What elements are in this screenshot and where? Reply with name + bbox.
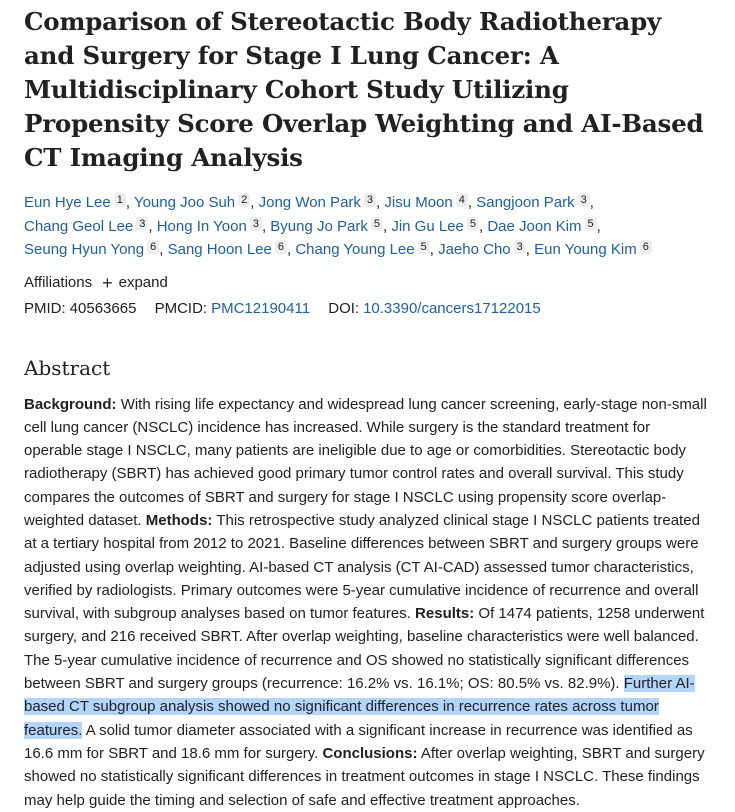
author-link[interactable]: Hong In Yoon [156,217,247,235]
author-item [24,194,126,211]
author-link[interactable]: Jong Won Park [258,194,361,211]
author-item [487,218,596,235]
background-text: With rising life expectancy and widespread lung cancer screening, early-stage non-small cell lung cancer (NSCLC) incidence has increased. While surgery is the standard treatment for operable stage I NSCLC, many patients are ineligible due to age or comorbidities. Stereotactic body radiotherapy (SBRT) has achieved good primary tumor control rates and overall survival. This study compares the outcomes of SBRT and surgery for stage I NSCLC using propensity score overlap-weighted dataset. [24,395,707,529]
expand-label: expand [118,273,168,291]
doi-link[interactable]: 10.3390/cancers17122015 [363,299,541,317]
affiliation-badge[interactable]: 3 [250,217,262,231]
author-link[interactable]: Dae Joon Kim [487,217,582,235]
author-link[interactable]: Byung Jo Park [270,217,368,235]
pmcid-label: PMCID: [154,299,208,317]
plus-icon: + [102,272,113,293]
author-item [476,194,590,211]
author-link[interactable]: Sangjoon Park [476,194,575,211]
pmcid-link[interactable]: PMC12190411 [211,299,311,317]
affiliation-badge[interactable]: 3 [578,193,590,207]
author-item [24,241,159,258]
methods-text: This retrospective study analyzed clinical stage I NSCLC patients treated at a tertiary hospital from 2012 to 2021. Baseline differences between SBRT and surgery groups were adjusted using overlap weighting. AI-based CT analysis (CT AI-CAD) assessed tumor characteristics, verified by radiologists. Primary outcomes were 5-year cumulative incidence of recurrence and overall survival, with subgroup analyses based on tumor features. [24,511,700,623]
author-item [534,241,652,258]
author-list: Eun Hye Lee 1 , Young Joo Suh 2 , Jong Won Park 3 , Jisu Moon 4 , Sangjoon Park 3 , Chang Geol Lee 3 , Hong In Yoon 3 , Byung Jo Park 5 , Jin Gu Lee 5 , Dae Joon Kim 5 , Seung Hyun Yong 6 , Sang Hoon Lee 6 , Chang Young Lee 5 , Jaeho Cho 3 , Eun Young Kim 6 [24,191,711,262]
affiliation-badge[interactable]: 6 [275,240,287,254]
affiliation-badge[interactable]: 1 [114,193,126,207]
author-link[interactable]: Chang Geol Lee [24,217,134,235]
conclusions-text: After overlap weighting, SBRT and surgery showed no statistically significant differences in treatment outcomes in stage I NSCLC. These findings may help guide the timing and selection of safe and effective treatment approaches. [24,744,705,809]
affiliation-badge[interactable]: 6 [147,240,159,254]
article-title: Comparison of Stereotactic Body Radiotherapy and Surgery for Stage I Lung Cancer: A Multidisciplinary Cohort Study Utilizing Propensity Score Overlap Weighting and AI-Based CT Imaging Analysis [24,7,704,172]
author-link[interactable]: Jin Gu Lee [391,217,464,235]
results-label: Results: [415,605,475,623]
author-item [438,241,526,258]
author-link[interactable]: Seung Hyun Yong [24,241,145,258]
doi-group [328,300,541,317]
author-link[interactable]: Jaeho Cho [438,241,511,258]
author-item [259,194,376,211]
doi-label: DOI: [328,299,360,317]
author-item [168,241,287,258]
author-link[interactable]: Jisu Moon [384,194,453,211]
author-item [391,218,479,235]
author-link[interactable]: Young Joo Suh [133,194,236,211]
author-link[interactable]: Chang Young Lee [295,241,415,258]
abstract-heading: Abstract [24,355,111,380]
affiliation-badge[interactable]: 5 [585,217,597,231]
author-item [270,218,383,235]
author-link[interactable]: Eun Hye Lee [24,194,111,211]
author-item [157,218,262,235]
affiliation-badge[interactable]: 5 [371,217,383,231]
affiliation-badge[interactable]: 4 [456,193,468,207]
affiliation-badge[interactable]: 6 [640,240,652,254]
affiliation-badge[interactable]: 3 [364,193,376,207]
affiliation-badge[interactable]: 5 [418,240,430,254]
pmid-label: PMID: [24,299,66,317]
affiliations-row [24,273,711,293]
abstract-body [24,393,711,812]
pmid-group [24,300,136,317]
affiliation-badge[interactable]: 2 [238,193,250,207]
conclusions-label: Conclusions: [322,744,418,762]
results-text: Of 1474 patients, 1258 underwent surgery, and 216 received SBRT. After overlap weighting, baseline characteristics were well balanced. The 5-year cumulative incidence of recurrence and OS showed no statistically significant differences between SBRT and surgery groups (recurrence: 16.2% vs. 16.1%; OS: 80.5% vs. 82.9%). [24,605,705,693]
author-item [24,218,148,235]
highlighted-text: Further AI-based CT subgroup analysis showed no significant differences in recurrence rates across tumor features. [24,675,695,739]
affiliation-badge[interactable]: 5 [467,217,479,231]
background-label: Background: [24,395,117,413]
author-link[interactable]: Sang Hoon Lee [167,241,272,258]
affiliations-label: Affiliations [24,273,93,291]
expand-affiliations-button[interactable] [102,273,168,293]
identifiers-row [24,299,711,319]
pmcid-group [155,300,310,317]
author-item [384,194,468,211]
pmid-value: 40563665 [69,299,137,317]
author-link[interactable]: Eun Young Kim [534,241,637,258]
author-item [295,241,429,258]
author-item [134,194,250,211]
methods-label: Methods: [145,511,213,529]
affiliation-badge[interactable]: 3 [136,217,148,231]
affiliation-badge[interactable]: 3 [514,240,526,254]
results-text-continued: A solid tumor diameter associated with a significant increase in recurrence was identified as 16.6 mm for SBRT and 18.6 mm for surgery. [24,721,693,762]
